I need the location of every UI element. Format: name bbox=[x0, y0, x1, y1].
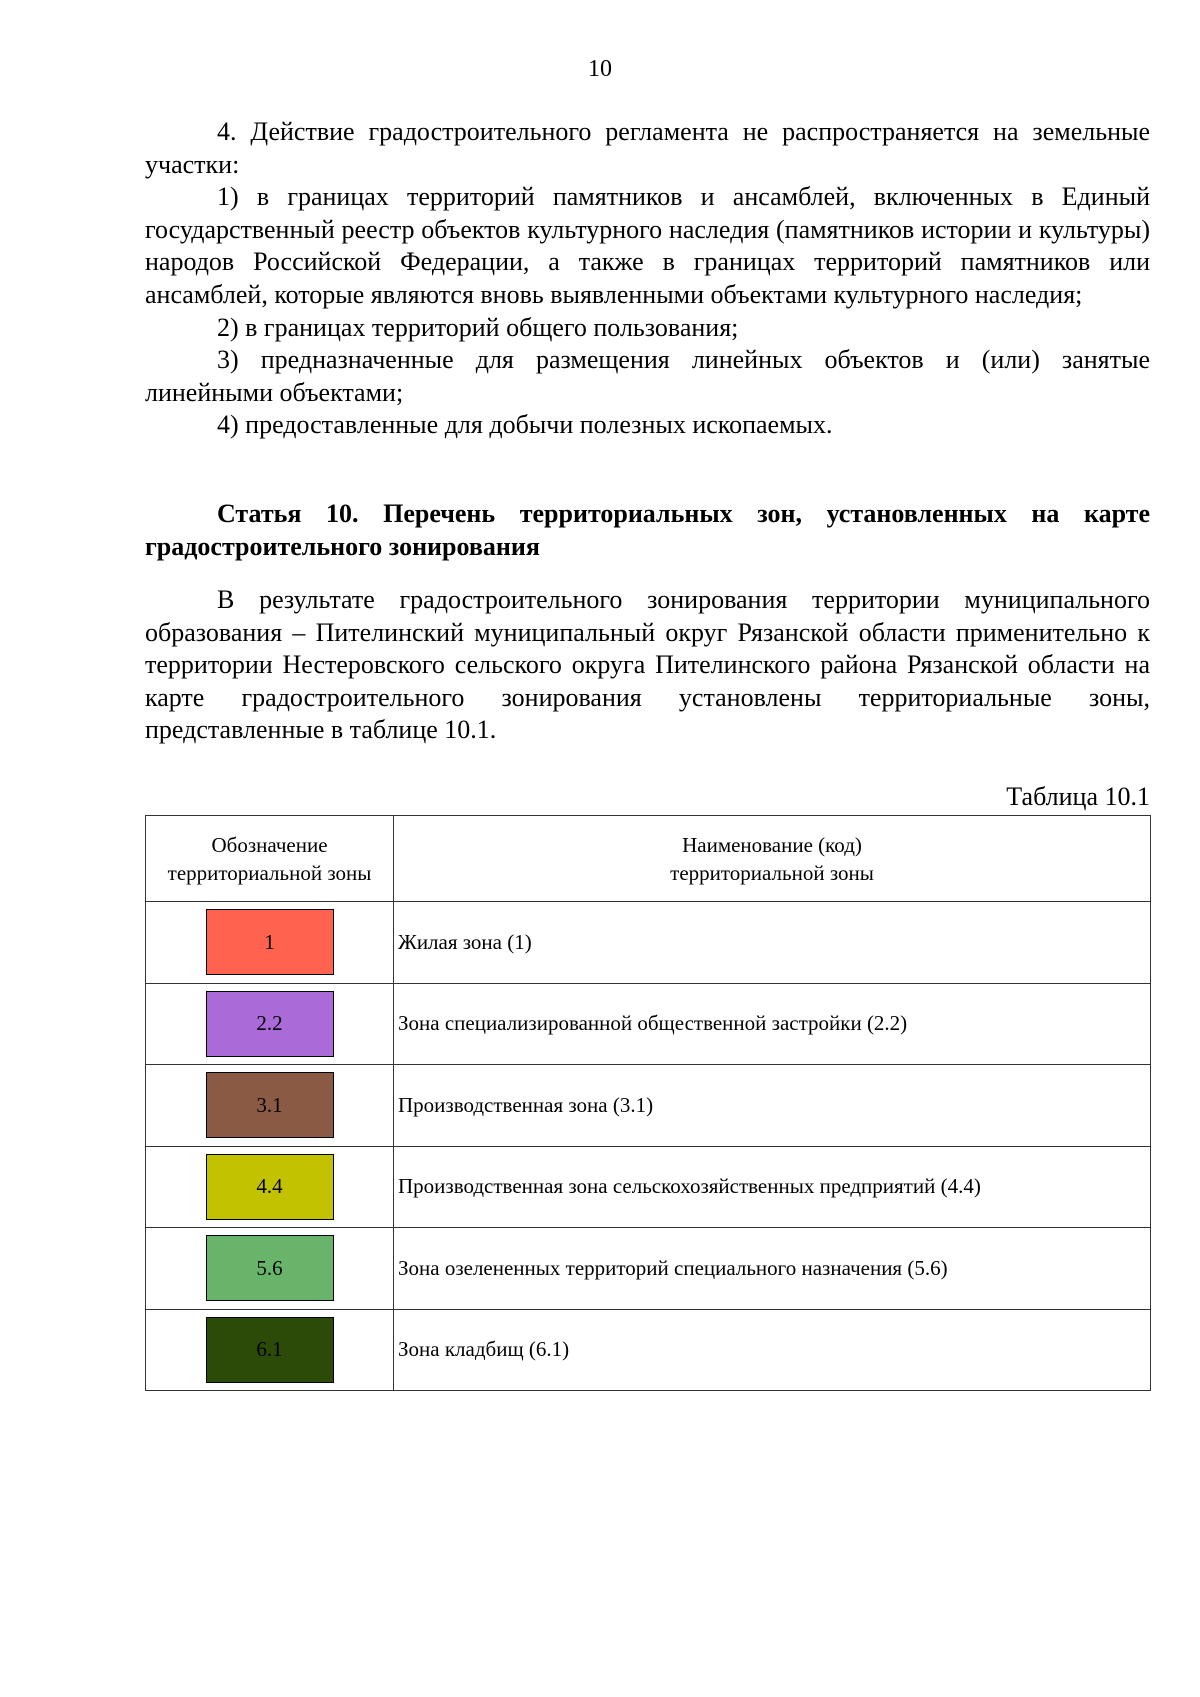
table-caption: Таблица 10.1 bbox=[1006, 782, 1150, 811]
article-10-paragraph: В результате градостроительного зонирования территории муниципального образования – Пителинский муниципальный округ Рязанской области применительно к территории Нестеровского сельского округа Пителинского района Рязанской области на карте градостроительного зонирования установлены территориальные зоны, представленные в таблице 10.1. bbox=[145, 585, 1150, 745]
zone-color-swatch: 2.2 bbox=[206, 991, 334, 1057]
zone-name-cell: Производственная зона сельскохозяйственных предприятий (4.4) bbox=[394, 1146, 1151, 1228]
zone-color-swatch: 1 bbox=[206, 909, 334, 975]
article-10-heading: Статья 10. Перечень территориальных зон, установленных на карте градостроительного зонирования bbox=[145, 499, 1150, 561]
zone-color-swatch: 4.4 bbox=[206, 1154, 334, 1220]
zone-name-cell: Зона озелененных территорий специального назначения (5.6) bbox=[394, 1228, 1151, 1310]
section-4-item-1: 1) в границах территорий памятников и ансамблей, включенных в Единый государственный реестр объектов культурного наследия (памятников истории и культуры) народов Российской Федерации, а также в границах территорий памятников или ансамблей, которые являются вновь выявленными объектами культурного наследия; bbox=[145, 182, 1150, 309]
zone-code-cell bbox=[146, 1228, 394, 1310]
table-header-row bbox=[146, 816, 1151, 902]
table-row bbox=[146, 1065, 1151, 1147]
zone-color-swatch: 3.1 bbox=[206, 1072, 334, 1138]
zone-name-cell: Зона специализированной общественной застройки (2.2) bbox=[394, 983, 1151, 1065]
section-4-item-2: 2) в границах территорий общего пользования; bbox=[217, 312, 739, 342]
zone-name-cell: Жилая зона (1) bbox=[394, 902, 1151, 984]
table-row bbox=[146, 1309, 1151, 1391]
zone-code-cell bbox=[146, 1309, 394, 1391]
section-4-item-4: 4) предоставленные для добычи полезных ископаемых. bbox=[217, 410, 833, 440]
section-4-block bbox=[145, 116, 1150, 442]
zone-color-swatch: 6.1 bbox=[206, 1317, 334, 1383]
section-4-item-3: 3) предназначенные для размещения линейных объектов и (или) занятые линейными объектами; bbox=[145, 345, 1150, 407]
article-10-heading-block bbox=[145, 498, 1150, 563]
zone-code-cell bbox=[146, 983, 394, 1065]
header-name-column bbox=[394, 816, 1151, 902]
header-name-line-2: территориальной зоны bbox=[670, 860, 874, 885]
table-row bbox=[146, 1228, 1151, 1310]
zone-code-cell bbox=[146, 1146, 394, 1228]
zone-name-cell: Производственная зона (3.1) bbox=[394, 1065, 1151, 1147]
zone-color-swatch: 5.6 bbox=[206, 1235, 334, 1301]
zone-code-cell bbox=[146, 902, 394, 984]
zones-table bbox=[145, 815, 1151, 1391]
zone-name-cell: Зона кладбищ (6.1) bbox=[394, 1309, 1151, 1391]
page-number: 10 bbox=[588, 56, 612, 82]
table-row bbox=[146, 902, 1151, 984]
table-row bbox=[146, 1146, 1151, 1228]
section-4-intro: 4. Действие градостроительного регламента не распространяется на земельные участки: bbox=[145, 117, 1150, 179]
header-code-column: Обозначение территориальной зоны bbox=[146, 816, 394, 902]
zone-code-cell bbox=[146, 1065, 394, 1147]
article-10-text-block bbox=[145, 584, 1150, 747]
table-row bbox=[146, 983, 1151, 1065]
header-name-line-1: Наименование (код) bbox=[682, 832, 862, 857]
